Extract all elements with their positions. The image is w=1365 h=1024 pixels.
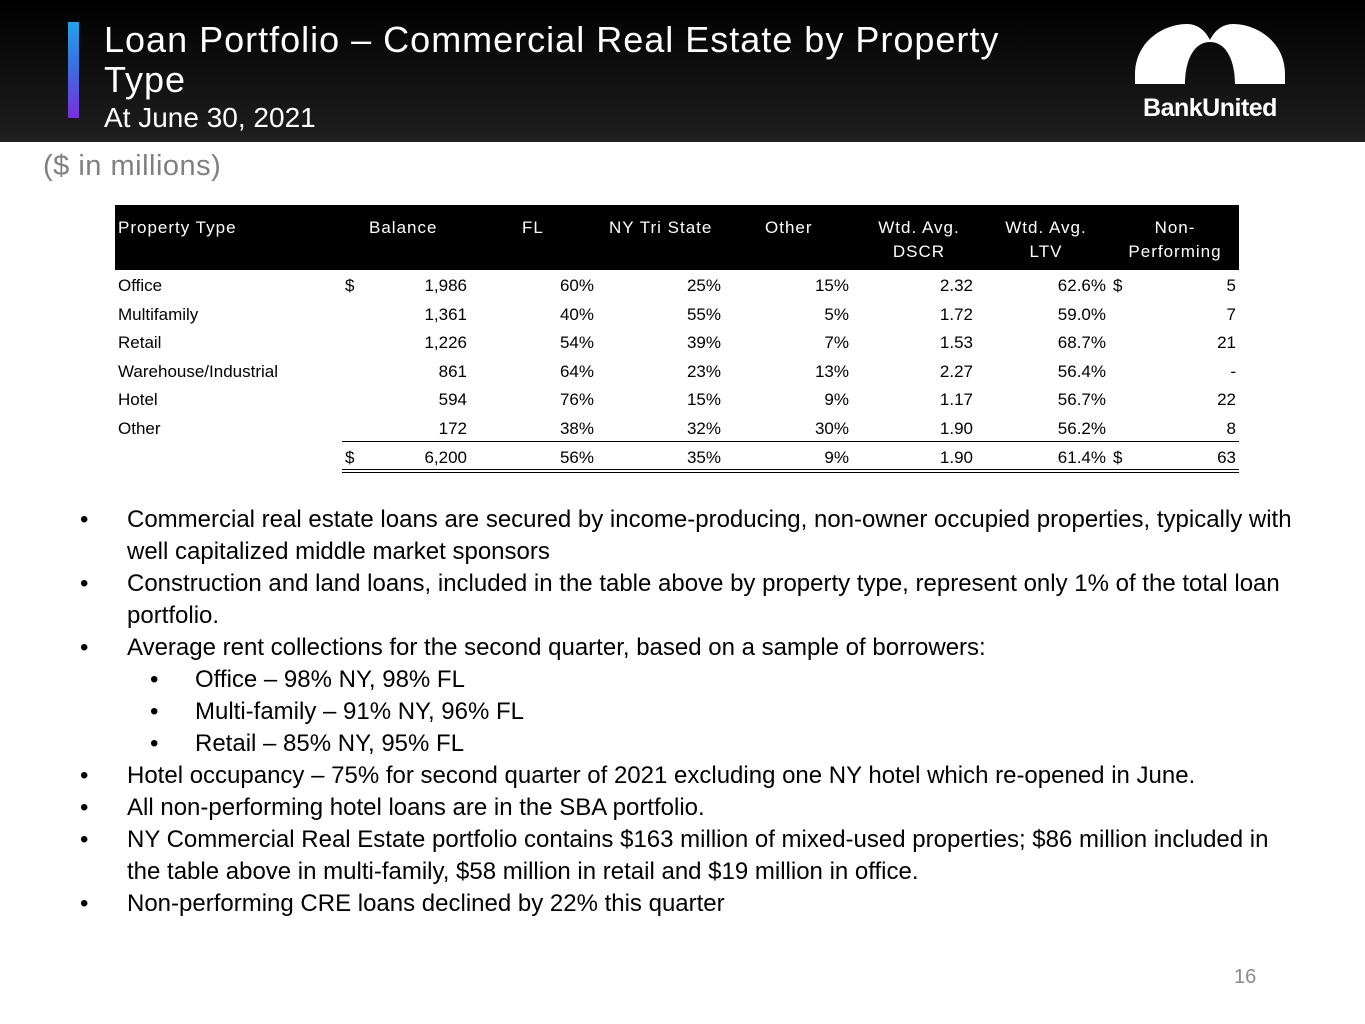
cell-other: 30%: [814, 418, 849, 438]
cell-ltv: 56.7%: [1057, 390, 1106, 409]
cell-other: 15%: [814, 276, 849, 295]
slide-title: Loan Portfolio – Commercial Real Estate by Property Type: [104, 19, 1000, 100]
table-row: [115, 299, 1239, 328]
bullet-text: Retail – 85% NY, 95% FL: [195, 730, 465, 757]
cell-dscr: 2.27: [939, 361, 973, 381]
bullet-dot-icon: •: [150, 666, 159, 693]
cell-dscr: 1.90: [939, 418, 973, 438]
cell-fl: 40%: [559, 304, 594, 324]
cell-dscr: 1.72: [939, 304, 973, 324]
cell-type: Hotel: [118, 390, 158, 409]
cell-ny: 25%: [686, 276, 721, 295]
cell-balance: 1,361: [424, 304, 467, 324]
table-row: [115, 384, 1239, 413]
bullet-item: [80, 792, 1300, 824]
bullet-dot-icon: •: [80, 762, 89, 789]
cell-other: 5%: [824, 304, 849, 324]
cell-ny: 23%: [686, 361, 721, 381]
cell-ltv: 68.7%: [1057, 333, 1106, 352]
title-accent-bar: [68, 22, 79, 118]
cell-fl: 56%: [559, 448, 594, 467]
cell-type: Multifamily: [118, 304, 199, 324]
bullet-text: Office – 98% NY, 98% FL: [195, 666, 465, 693]
logo-wordmark: BankUnited: [1143, 94, 1277, 122]
cell-np: 8: [1226, 418, 1236, 438]
cell-type: Office: [118, 276, 163, 295]
bankunited-logo: [1130, 22, 1290, 126]
bullet-text: Average rent collections for the second quarter, based on a sample of borrowers:: [127, 634, 986, 661]
cell-other: 7%: [824, 333, 849, 352]
cell-ny: 15%: [686, 390, 721, 409]
cell-ltv: 61.4%: [1057, 448, 1106, 467]
col-header-fl: FL: [522, 218, 544, 237]
cell-ltv: 59.0%: [1057, 304, 1106, 324]
cell-cur1: $: [345, 276, 355, 295]
bullet-item: [80, 632, 1300, 664]
table-row: [115, 413, 1239, 442]
cell-fl: 76%: [559, 390, 594, 409]
cell-ny: 39%: [686, 333, 721, 352]
bullet-text: Hotel occupancy – 75% for second quarter of 2021 excluding one NY hotel which re-opened in June.: [127, 762, 1196, 789]
total-rule: [342, 472, 1239, 473]
bullet-dot-icon: •: [150, 730, 159, 757]
cell-other: 13%: [814, 361, 849, 381]
cell-dscr: 2.32: [939, 276, 973, 295]
bullet-item: [80, 504, 1300, 568]
cell-dscr: 1.53: [939, 333, 973, 352]
cell-np: 22: [1217, 390, 1236, 409]
cell-np: -: [1230, 361, 1236, 381]
bullet-dot-icon: •: [80, 890, 89, 917]
cell-balance: 6,200: [424, 448, 467, 467]
cell-type: Other: [118, 418, 161, 438]
cell-ltv: 56.4%: [1057, 361, 1106, 381]
col-header-non-performing: Non- Performing: [1128, 218, 1222, 261]
col-header-ltv: Wtd. Avg. LTV: [1005, 218, 1087, 261]
bullet-text: Commercial real estate loans are secured by income-producing, non-owner occupied properties, typically with well capitalized middle market sponsors: [127, 506, 1292, 565]
cell-fl: 60%: [559, 276, 594, 295]
cell-np: 7: [1226, 304, 1236, 324]
bullet-text: All non-performing hotel loans are in the SBA portfolio.: [127, 794, 705, 821]
table-total-row: [115, 441, 1239, 470]
total-rule: [342, 469, 1239, 470]
cell-dscr: 1.17: [939, 390, 973, 409]
bullet-dot-icon: •: [80, 506, 89, 533]
bullet-item: [80, 888, 1300, 920]
cell-fl: 38%: [559, 418, 594, 438]
table-row: [115, 270, 1239, 299]
cell-cur2: $: [1113, 276, 1123, 295]
cell-np: 5: [1226, 276, 1236, 295]
sub-bullet-item: [80, 728, 1300, 760]
bullet-text: NY Commercial Real Estate portfolio contains $163 million of mixed-used properties; $86 million included in the table above in multi-family, $58 million in retail and $19 million in office.: [127, 826, 1269, 885]
bullet-text: Non-performing CRE loans declined by 22% this quarter: [127, 890, 725, 917]
cell-other: 9%: [824, 448, 849, 467]
cell-ltv: 62.6%: [1057, 276, 1106, 295]
sub-bullet-item: [80, 664, 1300, 696]
total-rule: [342, 441, 1239, 442]
cell-ltv: 56.2%: [1057, 418, 1106, 438]
cell-ny: 32%: [686, 418, 721, 438]
cell-ny: 35%: [686, 448, 721, 467]
cell-ny: 55%: [686, 304, 721, 324]
sub-bullet-item: [80, 696, 1300, 728]
bullet-item: [80, 824, 1300, 888]
col-header-ny-tri-state: NY Tri State: [609, 218, 713, 237]
cell-fl: 64%: [559, 361, 594, 381]
col-header-balance: Balance: [369, 218, 438, 237]
logo-arch-icon: [1135, 22, 1285, 84]
cell-type: Retail: [118, 333, 162, 352]
bullet-text: Construction and land loans, included in the table above by property type, represent only 1% of the total loan portfolio.: [127, 570, 1280, 629]
col-header-property-type: Property Type: [118, 218, 237, 237]
col-header-dscr: Wtd. Avg. DSCR: [878, 218, 960, 261]
table-row: [115, 356, 1239, 385]
cell-np: 21: [1217, 333, 1236, 352]
bullet-text: Multi-family – 91% NY, 96% FL: [195, 698, 525, 725]
page-number: 16: [1234, 966, 1257, 988]
bullet-dot-icon: •: [80, 570, 89, 597]
bullet-dot-icon: •: [150, 698, 159, 725]
col-header-other: Other: [765, 218, 813, 237]
bullet-item: [80, 568, 1300, 632]
slide-subtitle: At June 30, 2021: [104, 102, 316, 133]
cell-other: 9%: [824, 390, 849, 409]
bullet-dot-icon: •: [80, 794, 89, 821]
units-note: ($ in millions): [43, 150, 222, 182]
table-header: [115, 205, 1239, 270]
cell-balance: 594: [438, 390, 467, 409]
cell-np: 63: [1217, 448, 1236, 467]
cell-balance: 1,226: [424, 333, 467, 352]
table-body: [115, 270, 1239, 470]
cell-balance: 1,986: [424, 276, 467, 295]
property-type-table: [115, 205, 1239, 470]
cell-type: Warehouse/Industrial: [118, 361, 279, 381]
cell-fl: 54%: [559, 333, 594, 352]
slide-header: [0, 0, 1365, 142]
cell-balance: 861: [438, 361, 467, 381]
bullet-dot-icon: •: [80, 634, 89, 661]
cell-cur1: $: [345, 448, 355, 467]
bullet-dot-icon: •: [80, 826, 89, 853]
table-row: [115, 327, 1239, 356]
cell-balance: 172: [438, 418, 467, 438]
cell-cur2: $: [1113, 448, 1123, 467]
bullet-list: [80, 504, 1300, 920]
bullet-item: [80, 760, 1300, 792]
cell-dscr: 1.90: [939, 448, 973, 467]
